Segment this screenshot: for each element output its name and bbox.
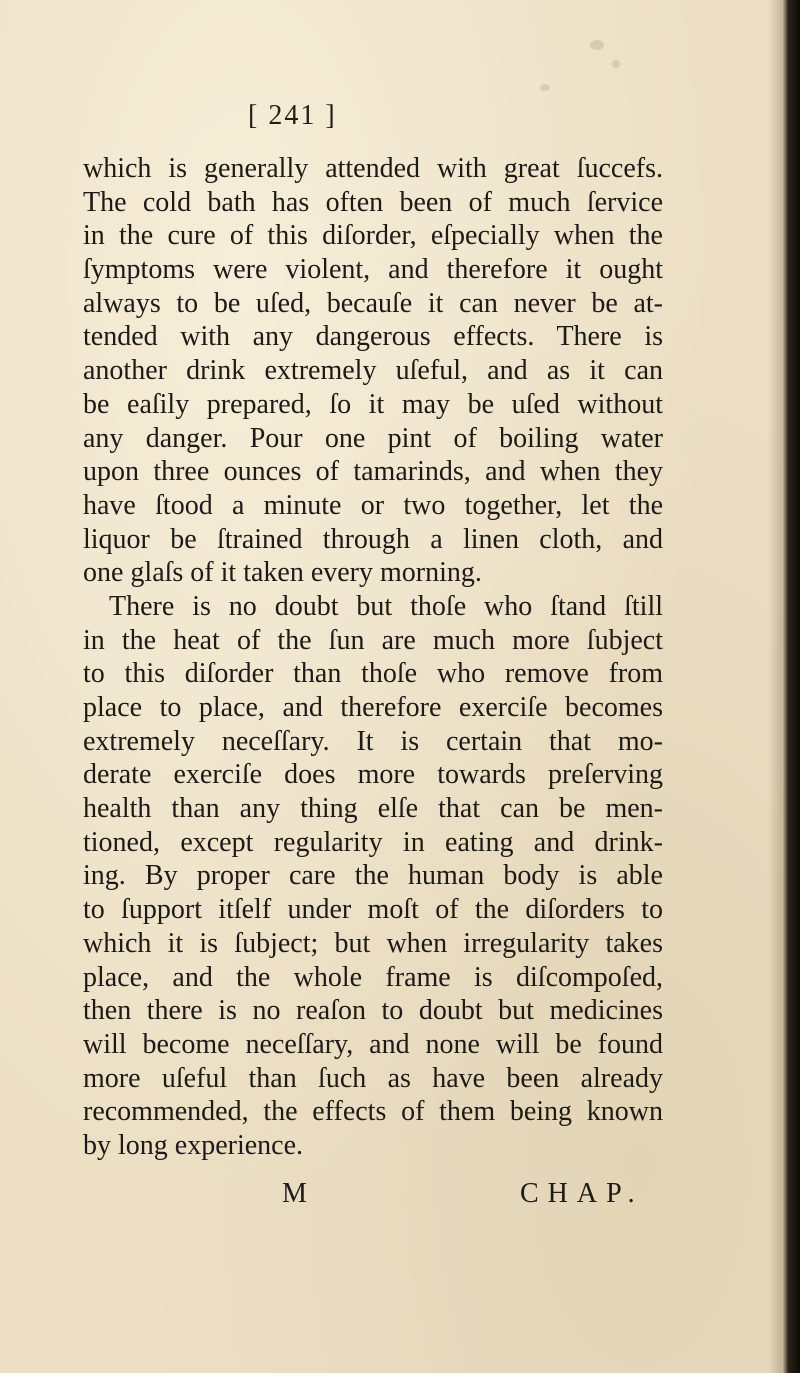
text-line: There is no doubt but thoſe who ſtand ſtill [109,590,663,622]
binding-shadow [768,0,782,1373]
paper-stain [590,40,604,50]
text-line: always to be uſed, becauſe it can never be at- [83,287,663,319]
text-line: to ſupport itſelf under moſt of the diſorders to [83,894,663,926]
text-line: liquor be ſtrained through a linen cloth, and [83,523,663,555]
text-line: another drink extremely uſeful, and as it can [83,355,663,387]
text-line: recommended, the effects of them being known [83,1096,663,1128]
text-line: extremely neceſſary. It is certain that mo- [83,725,663,757]
text-line: ing. By proper care the human body is able [83,860,663,892]
text-line: place, and the whole frame is diſcompoſed, [83,961,663,993]
text-line: more uſeful than ſuch as have been already [83,1062,663,1094]
text-line: any danger. Pour one pint of boiling water [83,422,663,454]
page-number-header: [ 241 ] [248,100,337,131]
text-line: derate exerciſe does more towards preſerving [83,759,663,791]
signature-mark: M [282,1178,307,1209]
text-line: by long experience. [83,1129,304,1161]
text-line: health than any thing elſe that can be men- [83,793,663,825]
text-line: be eaſily prepared, ſo it may be uſed without [83,388,663,420]
text-line: one glaſs of it taken every morning. [83,557,482,589]
catchword: CHAP. [520,1178,644,1209]
paper-stain [540,84,550,91]
text-line: ſymptoms were violent, and therefore it ought [83,254,663,286]
text-line: place to place, and therefore exerciſe becomes [83,692,663,723]
text-line: which it is ſubject; but when irregularity takes [83,927,663,959]
text-line: in the cure of this diſorder, eſpecially when the [83,220,663,252]
text-line: tioned, except regularity in eating and drink- [83,826,663,858]
text-line: have ſtood a minute or two together, let the [83,489,663,521]
page-footer [0,1178,800,1212]
text-line: to this diſorder than thoſe who remove from [83,658,663,690]
text-line: tended with any dangerous effects. There is [83,321,663,353]
book-binding-edge [782,0,800,1373]
text-line: The cold bath has often been of much ſervice [83,186,663,218]
text-line: then there is no reaſon to doubt but medicines [83,995,663,1027]
text-line: upon three ounces of tamarinds, and when they [83,456,663,488]
body-text [83,152,663,1163]
text-line: in the heat of the ſun are much more ſubject [83,624,663,656]
text-line: which is generally attended with great ſuccefs. [83,153,663,184]
paper-stain [612,60,620,68]
text-line: will become neceſſary, and none will be found [83,1028,663,1060]
